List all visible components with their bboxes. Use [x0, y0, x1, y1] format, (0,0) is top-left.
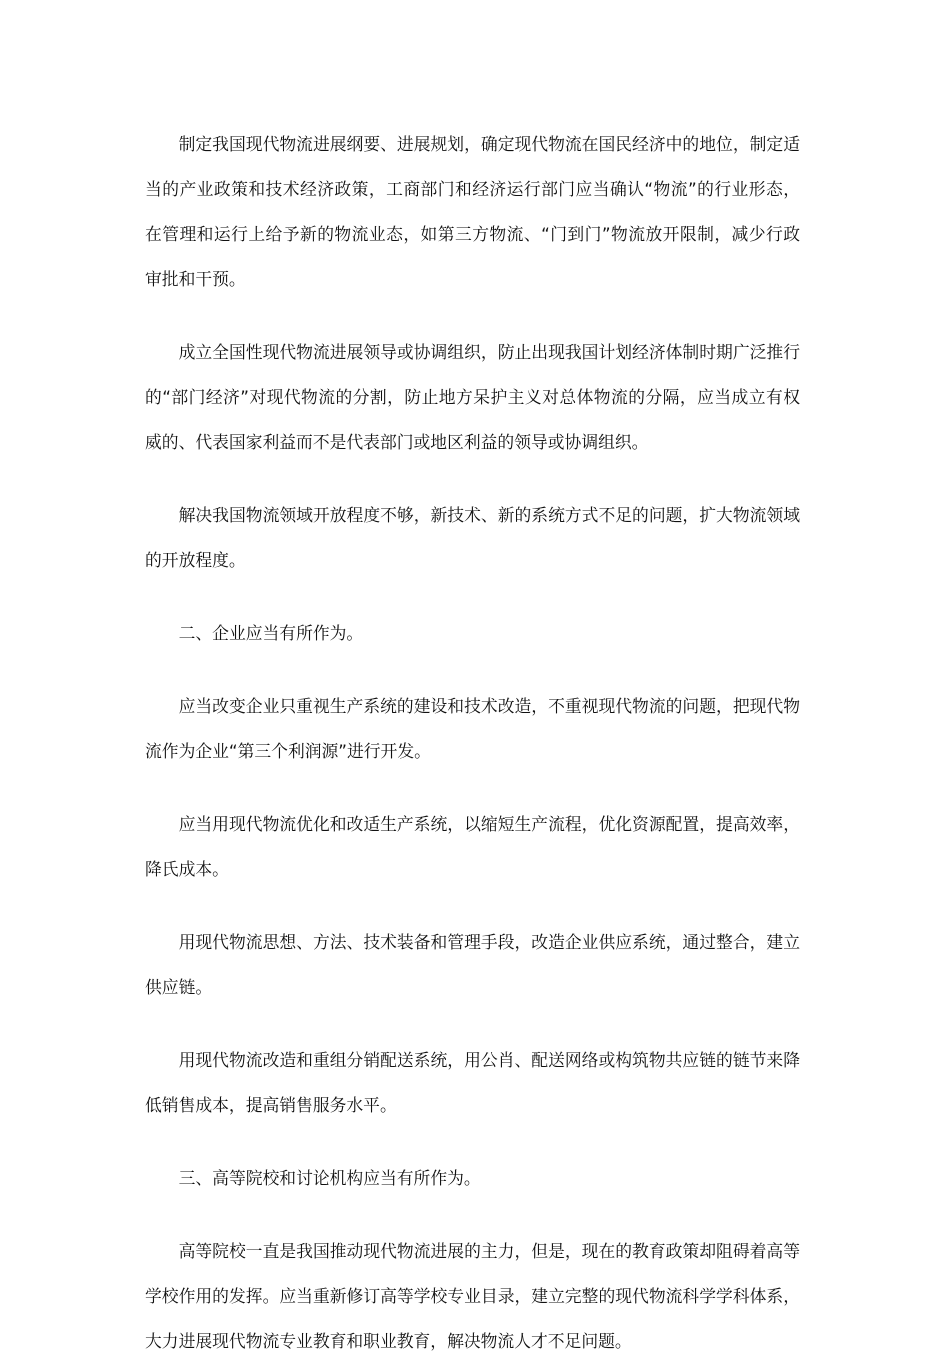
paragraph-supply-chain: 用现代物流思想、方法、技术装备和管理手段，改造企业供应系统，通过整合，建立供应链。 — [145, 932, 800, 997]
section-heading-enterprises: 二、企业应当有所作为。 — [178, 623, 364, 643]
document-body — [145, 122, 800, 1364]
section-heading-universities: 三、高等院校和讨论机构应当有所作为。 — [178, 1168, 481, 1188]
paragraph-distribution: 用现代物流改造和重组分销配送系统，用公肖、配送网络或构筑物共应链的链节来降低销售成本，提高销售服务水平。 — [145, 1050, 800, 1115]
paragraph-optimize-production: 应当用现代物流优化和改适生产系统，以缩短生产流程，优化资源配置，提高效率，降氏成本。 — [145, 814, 800, 879]
paragraph-openness: 解决我国物流领域开放程度不够，新技术、新的系统方式不足的问题，扩大物流领域的开放程度。 — [145, 505, 800, 570]
paragraph-third-profit-source: 应当改变企业只重视生产系统的建设和技术改造，不重视现代物流的问题，把现代物流作为企业“第三个利润源”进行开发。 — [145, 696, 800, 761]
paragraph-education: 高等院校一直是我国推动现代物流进展的主力，但是，现在的教育政策却阻碍着高等学校作用的发挥。应当重新修订高等学校专业目录，建立完整的现代物流科学学科体系，大力进展现代物流专业教育和职业教育，解决物流人才不足问题。 — [145, 1241, 800, 1351]
paragraph-policy-outline: 制定我国现代物流进展纲要、进展规划，确定现代物流在国民经济中的地位，制定适当的产业政策和技术经济政策，工商部门和经济运行部门应当确认“物流”的行业形态，在管理和运行上给予新的物流业态，如第三方物流、“门到门”物流放开限制，减少行政审批和干预。 — [145, 134, 800, 289]
paragraph-coordination-organization: 成立全国性现代物流进展领导或协调组织，防止出现我国计划经济体制时期广泛推行的“部门经济”对现代物流的分割，防止地方呆护主义对总体物流的分隔，应当成立有权威的、代表国家利益而不是代表部门或地区利益的领导或协调组织。 — [145, 342, 800, 452]
